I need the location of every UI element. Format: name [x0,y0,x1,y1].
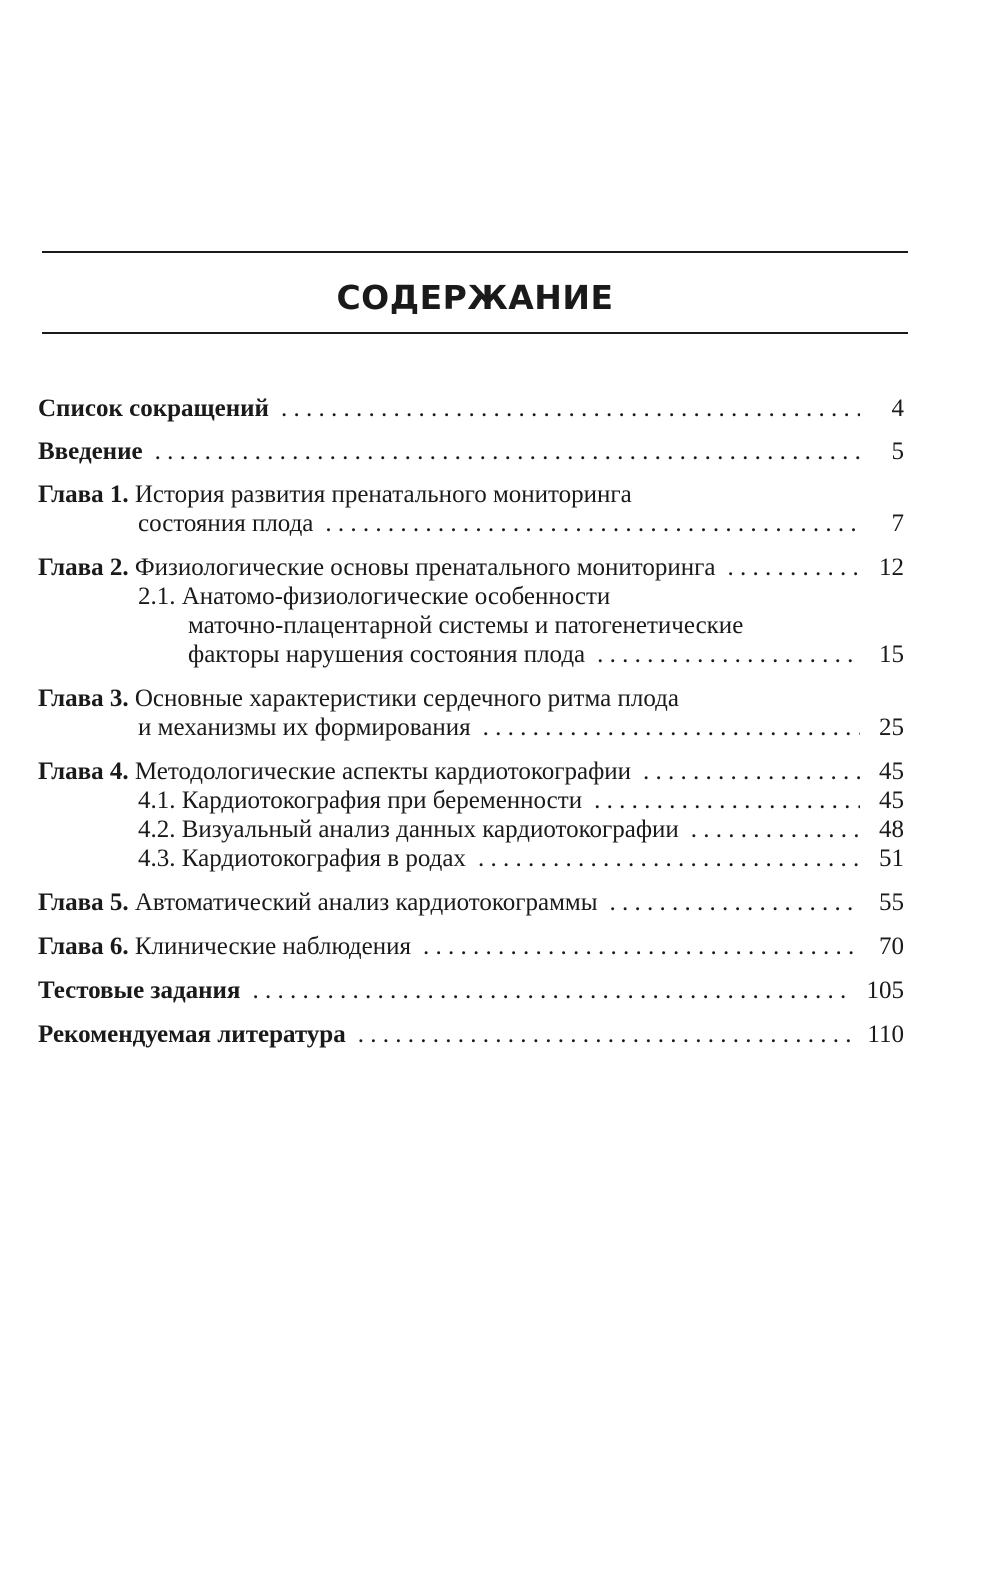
section-number: 4.1. [138,787,176,814]
chapter-number: Глава 2. [38,554,129,581]
dot-leader [423,932,860,961]
section-number: 4.3. [138,845,176,872]
chapter-number: Глава 4. [38,758,129,785]
toc-page-number: 12 [879,554,904,581]
dot-leader [691,815,860,844]
chapter-number: Глава 1. [38,481,129,508]
toc-entry-chapter-2[interactable] [38,553,904,582]
dot-leader [155,437,860,466]
toc-page-number: 55 [879,889,904,916]
toc-entry-abbreviations[interactable] [38,394,904,423]
toc-entry-label: Автоматический анализ кардиотокограммы [134,889,598,916]
toc-entry-label: Кардиотокография при беременности [181,787,583,814]
heading-bottom-rule [42,332,908,334]
dot-leader [483,713,860,742]
table-of-contents [38,394,904,1049]
toc-page-number: 70 [879,933,904,960]
toc-entry-chapter-1[interactable] [38,480,904,538]
dot-leader [478,844,860,873]
toc-page-number: 110 [867,1021,904,1048]
toc-entry-introduction[interactable] [38,437,904,466]
toc-entry-label-continued: и механизмы их формирования [138,714,471,741]
toc-entry-section-4-1[interactable] [38,786,904,815]
toc-entry-label: Основные характеристики сердечного ритма плода [134,685,679,712]
dot-leader [643,757,860,786]
toc-page-number: 5 [891,438,904,465]
toc-entry-section-2-1[interactable] [38,582,904,669]
toc-page-number: 51 [879,845,904,872]
dot-leader [728,553,860,582]
chapter-number: Глава 3. [38,685,129,712]
section-number: 2.1. [138,583,176,610]
toc-entry-label: Введение [38,438,143,465]
toc-entry-label-continued: состояния плода [138,510,314,537]
section-number: 4.2. [138,816,176,843]
toc-entry-tests[interactable] [38,976,904,1005]
toc-entry-label: Рекомендуемая литература [38,1021,346,1048]
toc-page-number: 7 [891,510,904,537]
toc-entry-section-4-2[interactable] [38,815,904,844]
page-title: СОДЕРЖАНИЕ [336,278,614,317]
toc-entry-label: Список сокращений [38,395,269,422]
toc-entry-chapter-5[interactable] [38,888,904,917]
toc-page-number: 48 [879,816,904,843]
toc-page-number: 45 [879,787,904,814]
toc-page-number: 25 [879,714,904,741]
chapter-number: Глава 6. [38,933,129,960]
heading-top-rule [42,251,908,253]
toc-entry-label-continued: факторы нарушения состояния плода [188,641,586,668]
toc-entry-label: Клинические наблюдения [134,933,411,960]
toc-entry-label: Визуальный анализ данных кардиотокографии [181,816,679,843]
dot-leader [358,1020,854,1049]
toc-entry-chapter-4[interactable] [38,757,904,786]
toc-page-number: 4 [891,395,904,422]
toc-entry-label: История развития пренатального мониторинга [134,481,632,508]
toc-page-number: 105 [866,977,904,1004]
dot-leader [610,888,860,917]
chapter-number: Глава 5. [38,889,129,916]
toc-page-number: 15 [879,641,904,668]
toc-entry-chapter-6[interactable] [38,932,904,961]
toc-page-number: 45 [879,758,904,785]
toc-entry-label: Физиологические основы пренатального мониторинга [134,554,716,581]
dot-leader [325,509,860,538]
toc-entry-label: Тестовые задания [38,977,241,1004]
toc-entry-label: Методологические аспекты кардиотокографии [134,758,632,785]
toc-entry-literature[interactable] [38,1020,904,1049]
dot-leader [594,786,860,815]
toc-entry-section-4-3[interactable] [38,844,904,873]
toc-entry-label: Кардиотокография в родах [181,845,466,872]
toc-entry-label: Анатомо-физиологические особенности [181,583,611,610]
dot-leader [597,640,860,669]
dot-leader [252,976,852,1005]
toc-entry-chapter-3[interactable] [38,684,904,742]
dot-leader [281,394,860,423]
toc-entry-label-continued: маточно-плацентарной системы и патогенетические [188,612,744,639]
